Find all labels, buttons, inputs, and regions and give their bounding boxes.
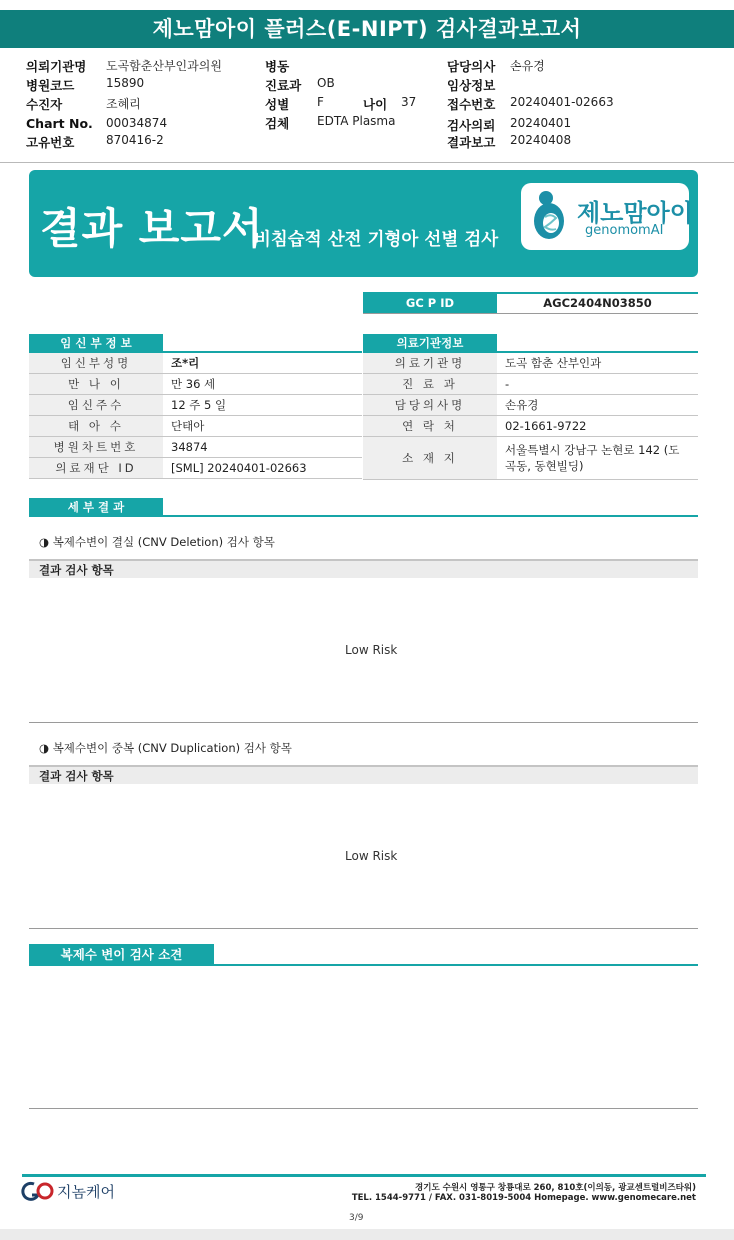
deletion-section-title: ◑ 복제수변이 결실 (CNV Deletion) 검사 항목 <box>39 535 275 549</box>
header-label: 병동 <box>265 59 290 74</box>
duplication-bottom-line <box>29 928 698 929</box>
header-value: 00034874 <box>106 116 168 130</box>
header-value: 15890 <box>106 76 145 90</box>
pregnant-value: 12 주 5 일 <box>163 395 362 416</box>
age-label: 나이 <box>363 97 388 112</box>
pregnant-value: 만 36 세 <box>163 374 362 395</box>
pregnant-label: 의료재단 ID <box>29 458 163 479</box>
opinion-bottom-line <box>29 1108 698 1109</box>
header-value: 손유경 <box>510 59 545 73</box>
pregnant-label: 임신주수 <box>29 395 163 416</box>
institution-value: 손유경 <box>497 395 698 416</box>
header-label: 수진자 <box>26 97 63 112</box>
gcpid-label: GC P ID <box>363 294 497 313</box>
header-label: 고유번호 <box>26 135 75 150</box>
institution-label: 담당의사명 <box>363 395 497 416</box>
header-value: 20240401 <box>510 116 572 130</box>
header-divider <box>0 162 734 163</box>
header-label: 담당의사 <box>447 59 496 74</box>
bottom-bar <box>0 1229 734 1240</box>
table-row <box>363 437 698 480</box>
table-row <box>29 395 362 416</box>
institution-label: 소 재 지 <box>363 437 497 480</box>
table-row <box>363 353 698 374</box>
header-value: EDTA Plasma <box>317 114 396 128</box>
report-title: 제노맘아이 플러스(E-NIPT) 검사결과보고서 <box>0 10 734 48</box>
logo-text-en: genomomAI <box>585 223 664 238</box>
header-label: 검사의뢰 <box>447 118 496 133</box>
header-label: 임상정보 <box>447 78 496 93</box>
table-row <box>363 374 698 395</box>
header-label: Chart No. <box>26 116 93 131</box>
header-value: 조혜리 <box>106 97 141 111</box>
logo-text-kr: 제노맘아이 <box>577 199 693 227</box>
detail-heading: 세 부 결 과 <box>29 498 163 516</box>
banner-title: 결과 보고서 <box>40 204 264 253</box>
pregnant-label: 병원차트번호 <box>29 437 163 458</box>
table-row <box>363 395 698 416</box>
institution-label: 진 료 과 <box>363 374 497 395</box>
gcpid-value: AGC2404N03850 <box>543 296 652 310</box>
pregnant-value: [SML] 20240401-02663 <box>163 458 362 479</box>
header-label: 병원코드 <box>26 78 75 93</box>
footer-company: 지놈케어 <box>57 1183 115 1201</box>
pregnant-label: 태 아 수 <box>29 416 163 437</box>
header-value: OB <box>317 76 335 90</box>
institution-label: 연 락 처 <box>363 416 497 437</box>
institution-info-heading: 의료기관정보 <box>363 334 497 352</box>
gcpid-bottom-line <box>363 313 698 314</box>
pregnant-value: 단태아 <box>163 416 362 437</box>
institution-value: 02-1661-9722 <box>497 416 698 437</box>
duplication-table-header: 결과 검사 항목 <box>29 765 698 784</box>
header-label: 결과보고 <box>447 135 496 150</box>
header-label: 성별 <box>265 97 290 112</box>
detail-line <box>29 515 698 517</box>
institution-info-table <box>363 353 698 480</box>
footer-contact: TEL. 1544-9771 / FAX. 031-8019-5004 Homepage. www.genomecare.net <box>351 1193 696 1203</box>
pregnant-info-table <box>29 353 362 479</box>
duplication-section-title: ◑ 복제수변이 중복 (CNV Duplication) 검사 항목 <box>39 741 292 755</box>
header-value: 20240408 <box>510 133 572 147</box>
table-row <box>29 416 362 437</box>
page-number: 3/9 <box>349 1213 364 1223</box>
footer-address: 경기도 수원시 영통구 창룡대로 260, 810호(이의동, 광교센트럴비즈타워) <box>415 1183 696 1193</box>
table-row <box>29 437 362 458</box>
header-value: F <box>317 95 324 109</box>
deletion-table-header: 결과 검사 항목 <box>29 559 698 578</box>
footer-line <box>22 1174 706 1177</box>
pregnant-label: 임신부성명 <box>29 353 163 374</box>
table-row <box>29 353 362 374</box>
banner-subtitle: 비침습적 산전 기형아 선별 검사 <box>254 230 499 250</box>
pregnant-info-heading: 임 신 부 정 보 <box>29 334 163 352</box>
header-value: 870416-2 <box>106 133 164 147</box>
table-row <box>29 374 362 395</box>
table-row <box>29 458 362 479</box>
header-label: 접수번호 <box>447 97 496 112</box>
pregnant-value: 34874 <box>163 437 362 458</box>
header-value: 20240401-02663 <box>510 95 614 109</box>
pregnant-name: 조*리 <box>163 353 362 374</box>
header-label: 의뢰기관명 <box>26 59 87 74</box>
header-value: 도곡함춘산부인과의원 <box>106 59 222 73</box>
table-row <box>363 416 698 437</box>
institution-value: - <box>497 374 698 395</box>
institution-address: 서울특별시 강남구 논현로 142 (도곡동, 동현빌딩) <box>497 437 698 480</box>
deletion-bottom-line <box>29 722 698 723</box>
age-value: 37 <box>401 95 417 109</box>
institution-value: 도곡 함춘 산부인과 <box>497 353 698 374</box>
pregnant-label: 만 나 이 <box>29 374 163 395</box>
opinion-heading: 복제수 변이 검사 소견 <box>29 944 214 965</box>
institution-label: 의료기관명 <box>363 353 497 374</box>
header-label: 검체 <box>265 116 290 131</box>
header-label: 진료과 <box>265 78 302 93</box>
opinion-line <box>29 964 698 966</box>
genomecare-logo-icon <box>20 1180 56 1202</box>
genomom-logo-icon <box>528 187 574 245</box>
deletion-result: Low Risk <box>345 643 398 657</box>
duplication-result: Low Risk <box>345 849 398 863</box>
